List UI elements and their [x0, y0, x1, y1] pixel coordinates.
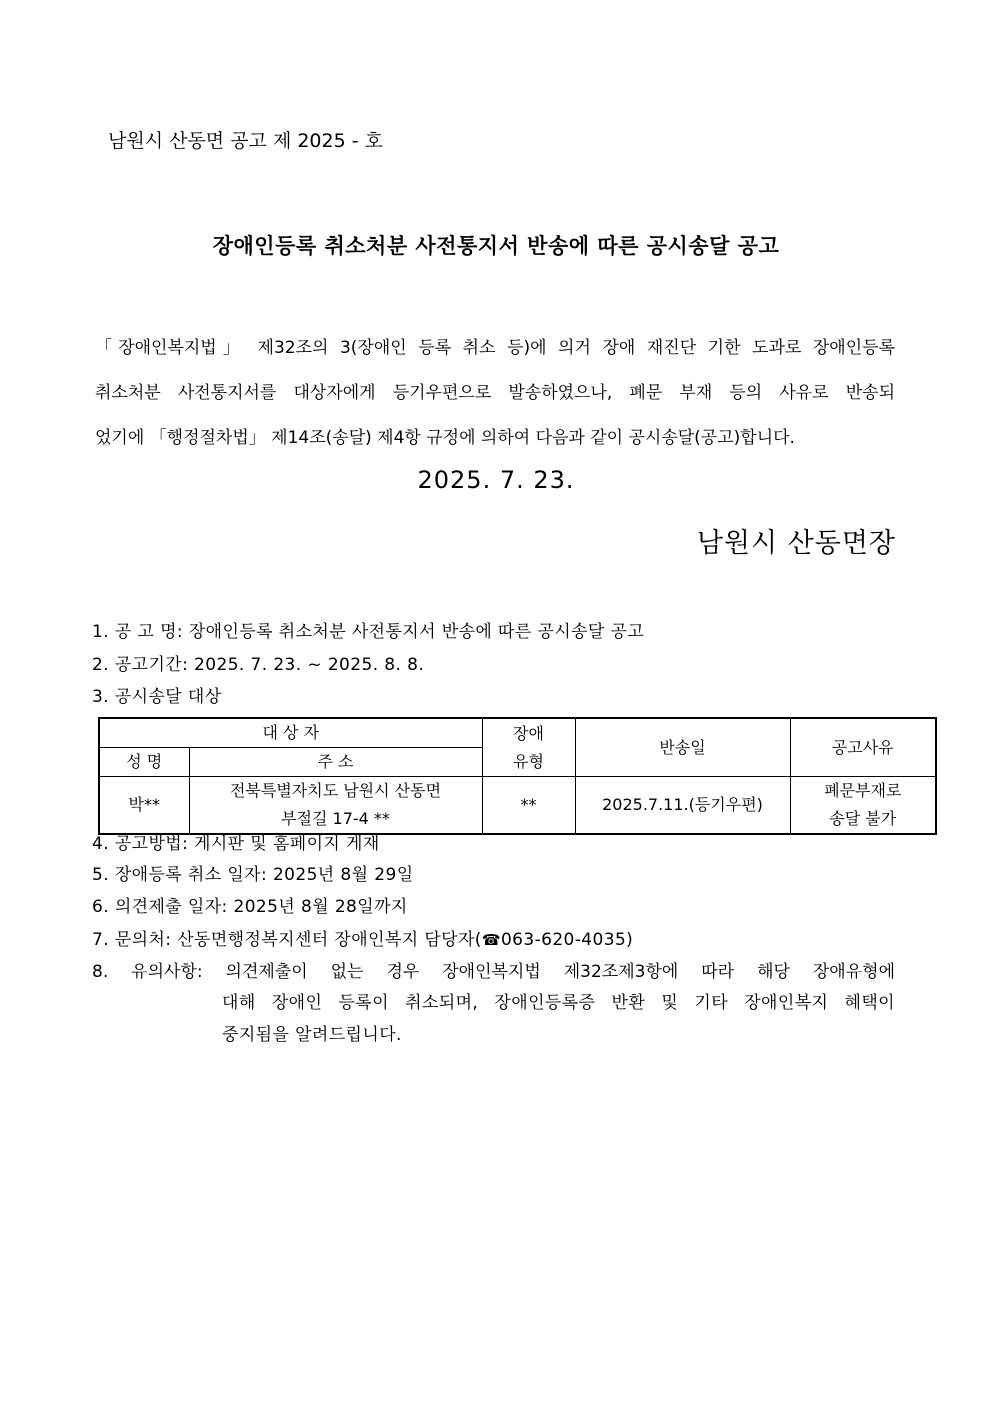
signer: 남원시 산동면장: [696, 528, 896, 559]
table-row: [99, 777, 936, 835]
item-cancel-date: 5. 장애등록 취소 일자: 2025년 8월 29일: [92, 865, 414, 885]
cell-address-line-1: 전북특별자치도 남원시 산동면: [229, 781, 442, 800]
item-opinion-date: 6. 의견제출 일자: 2025년 8월 28일까지: [92, 897, 408, 917]
header-disability-type-text: 장애 유형: [513, 723, 544, 771]
item-caution-line-2: 대해 장애인 등록이 취소되며, 장애인등록증 반환 및 기타 장애인복지 혜택이: [222, 993, 895, 1013]
cell-reason-line-2: 송달 불가: [829, 809, 897, 828]
cell-reason-line-1: 폐문부재로: [824, 781, 902, 800]
item-contact: [92, 925, 633, 950]
target-table: [98, 717, 937, 835]
header-name: 성 명: [99, 748, 189, 777]
item-caution-line-1: 8. 유의사항: 의견제출이 없는 경우 장애인복지법 제32조제3항에 따라 해당 장애유형에: [92, 962, 895, 982]
cell-address: [189, 777, 482, 835]
notice-number: 남원시 산동면 공고 제 2025 - 호: [108, 130, 383, 152]
cell-address-line-2: 부절길 17-4 **: [281, 809, 390, 828]
item-target-heading: 3. 공시송달 대상: [92, 687, 222, 707]
cell-name: 박**: [99, 777, 189, 835]
body-line-3: 었기에 「행정절차법」 제14조(송달) 제4항 규정에 의하여 다음과 같이 공시송달(공고)합니다.: [95, 428, 795, 448]
item-notice-name: 1. 공 고 명: 장애인등록 취소처분 사전통지서 반송에 따른 공시송달 공고: [92, 622, 645, 642]
header-disability-type: [482, 718, 575, 777]
header-target: 대 상 자: [99, 718, 482, 748]
telephone-icon: ☎: [481, 931, 501, 949]
item-caution-line-3: 중지됨을 알려드립니다.: [222, 1025, 402, 1045]
body-line-2: 취소처분 사전통지서를 대상자에게 등기우편으로 발송하였으나, 폐문 부재 등의 사유로 반송되: [95, 383, 895, 403]
body-line-1: 「장애인복지법」 제32조의 3(장애인 등록 취소 등)에 의거 장애 재진단 기한 도과로 장애인등록: [95, 338, 895, 358]
cell-reason: [790, 777, 936, 835]
header-reason: 공고사유: [790, 718, 936, 777]
item-contact-prefix: 7. 문의처: 산동면행정복지센터 장애인복지 담당자(: [92, 930, 482, 950]
notice-date: 2025. 7. 23.: [417, 466, 575, 494]
header-return-date: 반송일: [575, 718, 790, 777]
cell-return-date: 2025.7.11.(등기우편): [575, 777, 790, 835]
document-title: 장애인등록 취소처분 사전통지서 반송에 따른 공시송달 공고: [212, 234, 780, 258]
header-address: 주 소: [189, 748, 482, 777]
item-contact-phone: 063-620-4035): [500, 930, 634, 950]
cell-type: **: [482, 777, 575, 835]
item-notice-method: 4. 공고방법: 게시판 및 홈페이지 게재: [92, 834, 380, 854]
item-notice-period: 2. 공고기간: 2025. 7. 23. ~ 2025. 8. 8.: [92, 655, 425, 675]
